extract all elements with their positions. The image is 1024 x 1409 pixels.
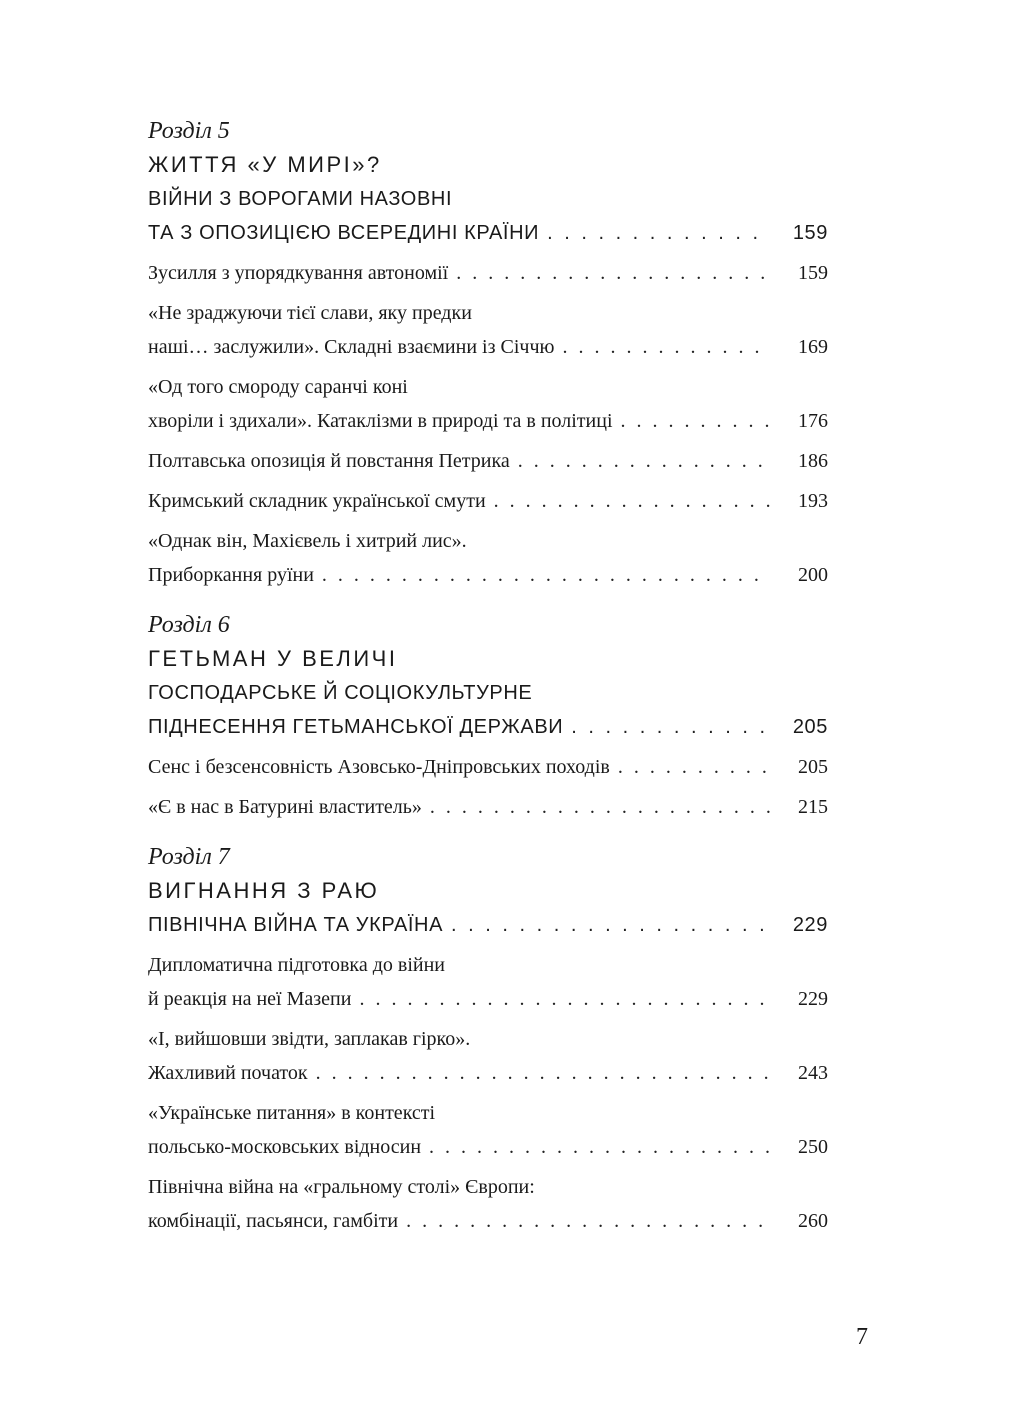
entry-title: «Однак він, Махієвель і хитрий лис». [148, 530, 467, 552]
page-ref: 250 [798, 1136, 828, 1158]
toc-entry [148, 256, 828, 290]
chapter-title: ВИГНАННЯ З РАЮ [148, 878, 380, 903]
entry-title: Зусилля з упорядкування автономії [148, 262, 449, 284]
page-ref: 193 [798, 490, 828, 512]
page-ref: 205 [792, 716, 828, 738]
page-ref: 215 [798, 796, 828, 818]
page-ref: 176 [798, 410, 828, 432]
page-ref: 200 [798, 564, 828, 586]
dot-leader [621, 404, 770, 438]
chapter-6 [148, 608, 828, 824]
page-ref: 159 [798, 262, 828, 284]
entry-title: й реакція на неї Мазепи [148, 988, 352, 1010]
entry-title: «Од того смороду саранчі коні [148, 376, 408, 398]
toc-entry [148, 296, 828, 364]
toc-entry [148, 1096, 828, 1164]
entry-title: «І, вийшовши звідти, заплакав гірко». [148, 1028, 471, 1050]
page-ref: 169 [798, 336, 828, 358]
chapter-subtitle-line [148, 710, 828, 744]
table-of-contents [148, 114, 828, 1238]
toc-entry [148, 370, 828, 438]
entry-title: Дипломатична підготовка до війни [148, 954, 445, 976]
chapter-subtitle: ГОСПОДАРСЬКЕ Й СОЦІОКУЛЬТУРНЕ [148, 682, 533, 704]
dot-leader [451, 908, 770, 942]
dot-leader [322, 558, 770, 592]
toc-entry [148, 750, 828, 784]
dot-leader [571, 710, 770, 744]
chapter-label: Розділ 5 [148, 118, 230, 144]
dot-leader [359, 982, 770, 1016]
entry-title: польсько-московських відносин [148, 1136, 422, 1158]
dot-leader [456, 256, 770, 290]
chapter-7 [148, 840, 828, 1238]
chapter-title: ГЕТЬМАН У ВЕЛИЧІ [148, 646, 398, 671]
dot-leader [429, 1130, 770, 1164]
page-ref: 205 [798, 756, 828, 778]
chapter-subtitle-line [148, 216, 828, 250]
chapter-label: Розділ 7 [148, 844, 230, 870]
dot-leader [316, 1056, 770, 1090]
dot-leader [562, 330, 770, 364]
page-ref: 186 [798, 450, 828, 472]
dot-leader [494, 484, 770, 518]
entry-title: «Є в нас в Батурині властитель» [148, 796, 422, 818]
dot-leader [406, 1204, 770, 1238]
chapter-subtitle: ПІДНЕСЕННЯ ГЕТЬМАНСЬКОЇ ДЕРЖАВИ [148, 716, 564, 738]
toc-entry [148, 948, 828, 1016]
dot-leader [518, 444, 770, 478]
chapter-title: ЖИТТЯ «У МИРІ»? [148, 152, 382, 177]
page-ref: 243 [798, 1062, 828, 1084]
entry-title: Полтавська опозиція й повстання Петрика [148, 450, 510, 472]
chapter-5 [148, 114, 828, 592]
dot-leader [430, 790, 770, 824]
entry-title: «Не зраджуючи тієї слави, яку предки [148, 302, 472, 324]
page-ref: 229 [792, 914, 828, 936]
chapter-label: Розділ 6 [148, 612, 230, 638]
toc-entry [148, 524, 828, 592]
toc-entry [148, 1170, 828, 1238]
entry-title: комбінації, пасьянси, гамбіти [148, 1210, 399, 1232]
page-ref: 260 [798, 1210, 828, 1232]
dot-leader [547, 216, 770, 250]
entry-title: Приборкання руїни [148, 564, 314, 586]
page-number: 7 [856, 1324, 868, 1350]
dot-leader [618, 750, 770, 784]
entry-title: Сенс і безсенсовність Азовсько-Дніпровських походів [148, 756, 610, 778]
chapter-subtitle-line [148, 908, 828, 942]
toc-entry [148, 790, 828, 824]
toc-entry [148, 444, 828, 478]
toc-entry [148, 484, 828, 518]
entry-title: Північна війна на «гральному столі» Європи: [148, 1176, 535, 1198]
entry-title: «Українське питання» в контексті [148, 1102, 436, 1124]
page-ref: 159 [792, 222, 828, 244]
page-ref: 229 [798, 988, 828, 1010]
chapter-subtitle: ВІЙНИ З ВОРОГАМИ НАЗОВНІ [148, 188, 453, 210]
toc-entry [148, 1022, 828, 1090]
chapter-subtitle: ТА З ОПОЗИЦІЄЮ ВСЕРЕДИНІ КРАЇНИ [148, 222, 540, 244]
entry-title: Кримський складник української смути [148, 490, 486, 512]
entry-title: наші… заслужили». Складні взаємини із Січчю [148, 336, 555, 358]
entry-title: хворіли і здихали». Катаклізми в природі та в політиці [148, 410, 613, 432]
chapter-subtitle: ПІВНІЧНА ВІЙНА ТА УКРАЇНА [148, 914, 444, 936]
entry-title: Жахливий початок [148, 1062, 308, 1084]
